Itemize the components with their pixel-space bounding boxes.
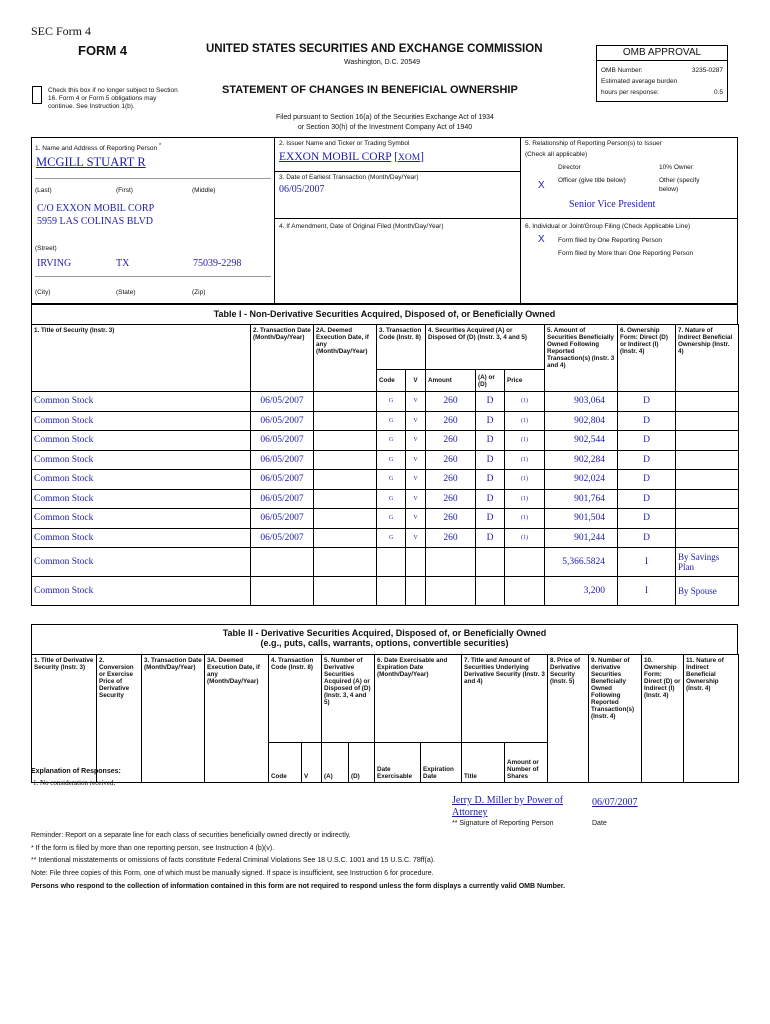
cell-v: V	[406, 509, 426, 529]
t1-aord-header: (A) or (D)	[476, 370, 505, 392]
table1-title-bar	[31, 304, 738, 325]
table-row	[32, 431, 739, 451]
cell-price: (1)	[505, 411, 545, 431]
cell-amount: 260	[426, 528, 476, 548]
cell-amount: 260	[426, 392, 476, 412]
cell-form: D	[618, 509, 676, 529]
cell-price: (1)	[505, 470, 545, 490]
cell-form: D	[618, 431, 676, 451]
cell-nature	[676, 528, 739, 548]
cell-form: D	[618, 470, 676, 490]
signature-label: ** Signature of Reporting Person	[452, 820, 554, 827]
cell-v: V	[406, 392, 426, 412]
location: Washington, D.C. 20549	[344, 59, 421, 66]
cell-date: 06/05/2007	[251, 411, 314, 431]
t1-code-header: Code	[377, 370, 406, 392]
cell-nature	[676, 392, 739, 412]
table2-title-2: (e.g., puts, calls, warrants, options, convertible securities)	[260, 638, 509, 648]
cell-code: G	[377, 392, 406, 412]
cell-code: G	[377, 431, 406, 451]
footnote-star-1: * If the form is filed by more than one reporting person, see Instruction 4 (b)(v).	[31, 845, 275, 852]
table-row	[32, 411, 739, 431]
cell-deemed	[314, 489, 377, 509]
t2-h8: 8. Price of Derivative Security (Instr. 5)	[548, 655, 589, 783]
t1-h2: 2. Transaction Date (Month/Day/Year)	[251, 325, 314, 392]
filed-line-2: or Section 30(h) of the Investment Company Act of 1940	[297, 124, 473, 131]
omb-hours-label: hours per response:	[601, 89, 659, 96]
cell-owned: 902,024	[545, 470, 618, 490]
cell-date: 06/05/2007	[251, 450, 314, 470]
cell-amount: 260	[426, 431, 476, 451]
cell-title: Common Stock	[32, 470, 251, 490]
table-row	[32, 450, 739, 470]
cell-date: 06/05/2007	[251, 470, 314, 490]
non-derivative-table	[31, 324, 739, 606]
cell-nature	[676, 411, 739, 431]
cell-v: V	[406, 411, 426, 431]
cell-deemed	[314, 470, 377, 490]
cell-date	[251, 577, 314, 606]
sec-form-label: SEC Form 4	[31, 24, 92, 38]
footnote-star-2: ** Intentional misstatements or omissions of facts constitute Federal Criminal Violations See 18 U.S.C. 1001 and 15 U.S.C. 78ff(a).	[31, 857, 435, 864]
cell-code: G	[377, 489, 406, 509]
cell-nature	[676, 489, 739, 509]
t2-a-header: (A)	[322, 743, 349, 783]
cell-nature	[676, 450, 739, 470]
cell-code: G	[377, 450, 406, 470]
cell-code: G	[377, 509, 406, 529]
cell-deemed	[314, 411, 377, 431]
cell-deemed	[314, 528, 377, 548]
cell-title: Common Stock	[32, 392, 251, 412]
other-label: Other (specify below)	[659, 177, 700, 193]
cell-title: Common Stock	[32, 528, 251, 548]
officer-checkmark[interactable]: X	[538, 180, 545, 191]
cell-price: (1)	[505, 489, 545, 509]
table-row	[32, 528, 739, 548]
t2-h7: 7. Title and Amount of Securities Underlying Derivative Security (Instr. 3 and 4)	[462, 655, 548, 743]
cell-title: Common Stock	[32, 450, 251, 470]
t2-date-exercisable-header: Date Exercisable	[375, 743, 421, 783]
cell-amount: 260	[426, 509, 476, 529]
cell-price: (1)	[505, 509, 545, 529]
cell-nature: By Savings Plan	[676, 548, 739, 577]
t2-amount-header: Amount or Number of Shares	[505, 743, 548, 783]
cell-ad	[476, 577, 505, 606]
no-longer-subject-checkbox[interactable]	[32, 86, 42, 104]
cell-form: D	[618, 528, 676, 548]
reporting-person-name: MCGILL STUART R	[36, 155, 146, 169]
cell-owned: 902,804	[545, 411, 618, 431]
cell-date: 06/05/2007	[251, 509, 314, 529]
t2-h4: 4. Transaction Code (Instr. 8)	[269, 655, 322, 743]
t2-h1: 1. Title of Derivative Security (Instr. 3)	[32, 655, 97, 783]
t2-h10: 10. Ownership Form: Direct (D) or Indirect (I) (Instr. 4)	[642, 655, 684, 783]
t2-h9: 9. Number of derivative Securities Beneficially Owned Following Reported Transaction(s) (Instr. 4)	[589, 655, 642, 783]
omb-number-value: 3235-0287	[691, 67, 723, 74]
city-value: IRVING	[37, 258, 72, 269]
cell-form: D	[618, 489, 676, 509]
cell-amount	[426, 548, 476, 577]
city-label: (City)	[35, 289, 51, 296]
cell-form: I	[618, 577, 676, 606]
cell-deemed	[314, 392, 377, 412]
state-value: TX	[116, 258, 130, 269]
address-line-1: C/O EXXON MOBIL CORP	[37, 203, 155, 214]
cell-ad: D	[476, 528, 505, 548]
officer-title: Senior Vice President	[569, 199, 656, 210]
omb-approval-box	[596, 45, 728, 102]
t2-v-header: V	[302, 743, 322, 783]
cell-owned: 902,284	[545, 450, 618, 470]
t1-h3: 3. Transaction Code (Instr. 8)	[377, 325, 426, 370]
cell-ad: D	[476, 470, 505, 490]
cell-form: D	[618, 450, 676, 470]
t1-h4: 4. Securities Acquired (A) or Disposed Of (D) (Instr. 3, 4 and 5)	[426, 325, 545, 370]
t2-d-header: (D)	[349, 743, 375, 783]
t2-h3a: 3A. Deemed Execution Date, if any (Month/Day/Year)	[205, 655, 269, 783]
state-label: (State)	[116, 289, 136, 296]
cell-code	[377, 548, 406, 577]
cell-ad: D	[476, 450, 505, 470]
signature-date: 06/07/2007	[592, 797, 638, 808]
cell-deemed	[314, 548, 377, 577]
t1-price-header: Price	[505, 370, 545, 392]
issuer-name: EXXON MOBIL CORP [XOM]	[279, 151, 424, 163]
t2-h3: 3. Transaction Date (Month/Day/Year)	[142, 655, 205, 783]
cell-price	[505, 577, 545, 606]
box1-label: 1. Name and Address of Reporting Person *	[35, 143, 162, 153]
table-row	[32, 509, 739, 529]
t2-title-header: Title	[462, 743, 505, 783]
cell-code: G	[377, 411, 406, 431]
zip-value: 75039-2298	[193, 258, 242, 269]
box4-label: 4. If Amendment, Date of Original Filed (Month/Day/Year)	[279, 223, 444, 230]
date-label: Date	[592, 820, 607, 827]
cell-price: (1)	[505, 431, 545, 451]
t2-h2: 2. Conversion or Exercise Price of Derivative Security	[97, 655, 142, 783]
explanation-note-1: 1. No consideration received.	[33, 779, 116, 787]
last-label: (Last)	[35, 187, 52, 194]
omb-hours-value: 0.5	[713, 89, 723, 96]
table-row	[32, 489, 739, 509]
cell-deemed	[314, 577, 377, 606]
statement-title: STATEMENT OF CHANGES IN BENEFICIAL OWNERSHIP	[222, 84, 518, 96]
note-file: Note: File three copies of this Form, one of which must be manually signed. If space is insufficient, see Instruction 6 for procedure.	[31, 870, 434, 877]
officer-label: Officer (give title below)	[558, 177, 626, 184]
t1-h6: 6. Ownership Form: Direct (D) or Indirect (I) (Instr. 4)	[618, 325, 676, 392]
cell-v: V	[406, 489, 426, 509]
cell-ad: D	[476, 489, 505, 509]
cell-owned: 901,504	[545, 509, 618, 529]
director-label: Director	[558, 164, 581, 171]
cell-owned: 902,544	[545, 431, 618, 451]
box5-sub: (Check all applicable)	[525, 151, 588, 158]
cell-ad: D	[476, 392, 505, 412]
omb-burden-label: Estimated average burden	[601, 78, 678, 85]
t1-h1: 1. Title of Security (Instr. 3)	[32, 325, 251, 392]
cell-date: 06/05/2007	[251, 392, 314, 412]
cell-form: I	[618, 548, 676, 577]
one-person-checkmark[interactable]: X	[538, 234, 545, 245]
cell-price: (1)	[505, 450, 545, 470]
cell-ad: D	[476, 509, 505, 529]
table-row	[32, 548, 739, 577]
cell-price	[505, 548, 545, 577]
cell-title: Common Stock	[32, 431, 251, 451]
t1-h2a: 2A. Deemed Execution Date, if any (Month/Day/Year)	[314, 325, 377, 392]
cell-price: (1)	[505, 392, 545, 412]
table-row	[32, 392, 739, 412]
cell-title: Common Stock	[32, 548, 251, 577]
cell-form: D	[618, 411, 676, 431]
table-row	[32, 470, 739, 490]
table2-title-1: Table II - Derivative Securities Acquired, Disposed of, or Beneficially Owned	[222, 628, 547, 638]
box3-label: 3. Date of Earliest Transaction (Month/Day/Year)	[279, 174, 419, 181]
box5-label: 5. Relationship of Reporting Person(s) to Issuer	[525, 140, 662, 147]
t2-code-header: Code	[269, 743, 302, 783]
box6-label: 6. Individual or Joint/Group Filing (Check Applicable Line)	[525, 223, 691, 230]
cell-v: V	[406, 450, 426, 470]
cell-title: Common Stock	[32, 411, 251, 431]
cell-price: (1)	[505, 528, 545, 548]
t2-h11: 11. Nature of Indirect Beneficial Ownership (Instr. 4)	[684, 655, 739, 783]
explanation-label: Explanation of Responses:	[31, 768, 121, 775]
form-title: FORM 4	[78, 43, 128, 58]
box2-label: 2. Issuer Name and Ticker or Trading Symbol	[279, 140, 410, 147]
t1-amount-header: Amount	[426, 370, 476, 392]
cell-title: Common Stock	[32, 577, 251, 606]
cell-v: V	[406, 431, 426, 451]
street-label: (Street)	[35, 245, 57, 252]
omb-number-label: OMB Number:	[601, 67, 643, 74]
t2-expiration-header: Expiration Date	[421, 743, 462, 783]
middle-label: (Middle)	[192, 187, 216, 194]
reminder: Reminder: Report on a separate line for each class of securities beneficially owned directly or indirectly.	[31, 832, 351, 839]
t1-h5: 5. Amount of Securities Beneficially Owned Following Reported Transaction(s) (Instr. 3 and 4)	[545, 325, 618, 392]
checkbox-text: Check this box if no longer subject to Section 16. Form 4 or Form 5 obligations may continue. See Instruction 1(b).	[48, 87, 178, 110]
address-line-2: 5959 LAS COLINAS BLVD	[37, 216, 154, 227]
more-persons-label: Form filed by More than One Reporting Person	[558, 250, 694, 257]
zip-label: (Zip)	[192, 289, 206, 296]
table1-title: Table I - Non-Derivative Securities Acquired, Disposed of, or Beneficially Owned	[213, 309, 556, 319]
persons-notice: Persons who respond to the collection of information contained in this form are not required to respond unless the form displays a currently valid OMB Number.	[31, 883, 566, 890]
cell-deemed	[314, 509, 377, 529]
cell-deemed	[314, 431, 377, 451]
t2-h5: 5. Number of Derivative Securities Acquired (A) or Disposed of (D) (Instr. 3, 4 and 5)	[322, 655, 375, 743]
filed-line-1: Filed pursuant to Section 16(a) of the Securities Exchange Act of 1934	[276, 114, 494, 121]
cell-amount: 260	[426, 470, 476, 490]
cell-date: 06/05/2007	[251, 528, 314, 548]
cell-owned: 5,366.5824	[545, 548, 618, 577]
t2-h6: 6. Date Exercisable and Expiration Date (Month/Day/Year)	[375, 655, 462, 743]
cell-date: 06/05/2007	[251, 489, 314, 509]
cell-date: 06/05/2007	[251, 431, 314, 451]
cell-title: Common Stock	[32, 509, 251, 529]
t1-h7: 7. Nature of Indirect Beneficial Ownership (Instr. 4)	[676, 325, 739, 392]
cell-code	[377, 577, 406, 606]
cell-amount: 260	[426, 489, 476, 509]
commission-title: UNITED STATES SECURITIES AND EXCHANGE COMMISSION	[206, 43, 543, 55]
cell-amount	[426, 577, 476, 606]
cell-owned: 901,764	[545, 489, 618, 509]
ten-pct-owner-label: 10% Owner	[659, 164, 693, 171]
cell-v	[406, 577, 426, 606]
cell-ad: D	[476, 431, 505, 451]
cell-ad	[476, 548, 505, 577]
omb-title: OMB APPROVAL	[597, 46, 727, 61]
one-person-label: Form filed by One Reporting Person	[558, 237, 663, 244]
cell-form: D	[618, 392, 676, 412]
earliest-transaction-date: 06/05/2007	[279, 184, 325, 195]
t1-v-header: V	[406, 370, 426, 392]
cell-ad: D	[476, 411, 505, 431]
cell-v	[406, 548, 426, 577]
signature: Jerry D. Miller by Power of Attorney	[452, 795, 564, 818]
cell-v: V	[406, 470, 426, 490]
cell-nature	[676, 470, 739, 490]
cell-v: V	[406, 528, 426, 548]
cell-date	[251, 548, 314, 577]
cell-owned: 901,244	[545, 528, 618, 548]
table2-title-bar	[31, 624, 738, 655]
cell-amount: 260	[426, 450, 476, 470]
cell-code: G	[377, 528, 406, 548]
cell-owned: 903,064	[545, 392, 618, 412]
cell-nature	[676, 509, 739, 529]
cell-deemed	[314, 450, 377, 470]
cell-nature: By Spouse	[676, 577, 739, 606]
table-row	[32, 577, 739, 606]
cell-amount: 260	[426, 411, 476, 431]
first-label: (First)	[116, 187, 133, 194]
derivative-table	[31, 654, 739, 783]
cell-title: Common Stock	[32, 489, 251, 509]
cell-nature	[676, 431, 739, 451]
cell-code: G	[377, 470, 406, 490]
cell-owned: 3,200	[545, 577, 618, 606]
